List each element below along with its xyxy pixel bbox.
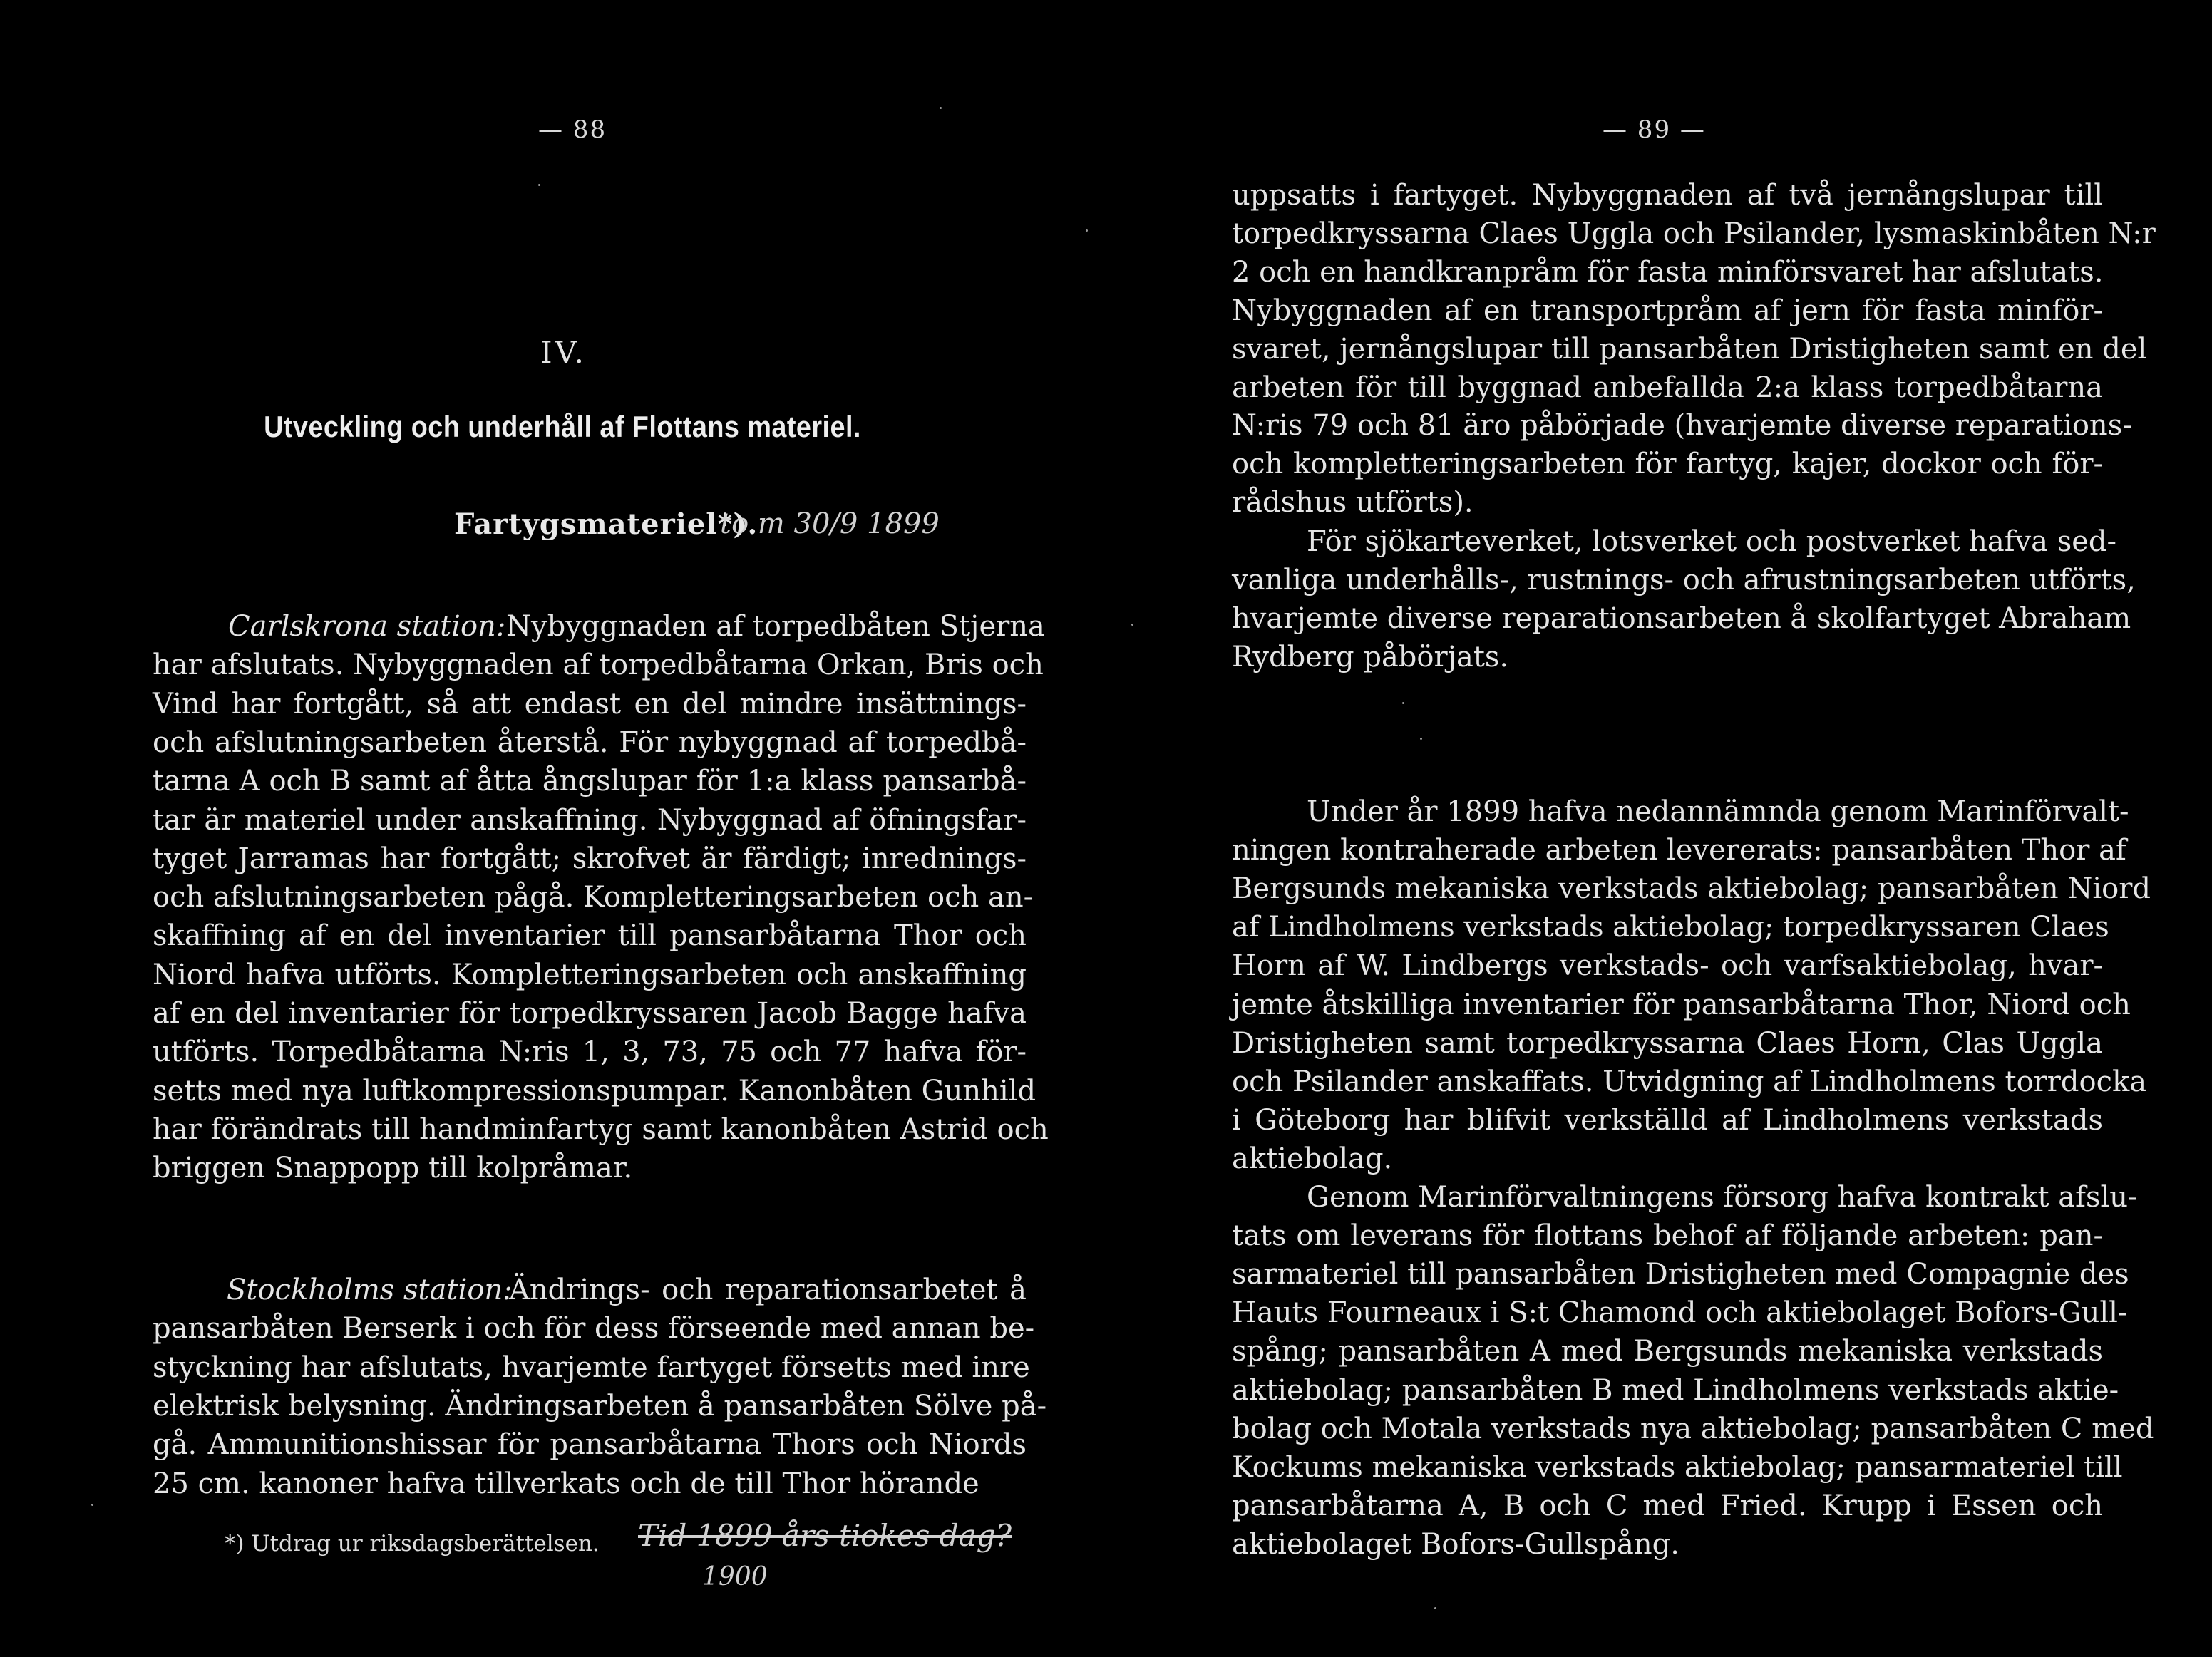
- footnote-handwriting-year: 1900: [702, 1562, 768, 1591]
- text-line: Hauts Fourneaux i S:t Chamond och aktiebolaget Bofors-Gull-: [1232, 1296, 2128, 1330]
- text-line: gå. Ammunitionshissar för pansarbåtarna Thors och Niords: [153, 1428, 1027, 1462]
- text-line: och afslutningsarbeten återstå. För nybyggnad af torpedbå-: [153, 726, 1027, 759]
- text-line: uppsatts i fartyget. Nybyggnaden af två jernångslupar till: [1232, 179, 2103, 212]
- text-line: skaffning af en del inventarier till pansarbåtarna Thor och: [153, 919, 1027, 953]
- paper-speck: [538, 184, 540, 186]
- page-number-left: — 88: [538, 115, 607, 144]
- text-line: har afslutats. Nybyggnaden af torpedbåtarna Orkan, Bris och: [153, 649, 1044, 682]
- text-line: Nybyggnaden af torpedbåten Stjerna: [506, 610, 1045, 643]
- text-line: Rydberg påbörjats.: [1232, 640, 1509, 673]
- text-line: pansarbåtarna A, B och C med Fried. Krupp i Essen och: [1232, 1489, 2103, 1522]
- right-page: [1106, 0, 2212, 1657]
- text-line: Niord hafva utförts. Kompletteringsarbeten och anskaffning: [153, 958, 1027, 991]
- text-line: pansarbåten Berserk i och för dess förseende med annan be-: [153, 1312, 1035, 1346]
- text-line: rådshus utförts).: [1232, 486, 1473, 520]
- paper-speck: [1402, 702, 1404, 704]
- station-label-carlskrona: Carlskrona station:: [228, 610, 506, 643]
- text-line: tats om leverans för flottans behof af följande arbeten: pan-: [1232, 1219, 2103, 1253]
- text-line: 2 och en handkranpråm för fasta minförsvaret har afslutats.: [1232, 255, 2104, 289]
- text-line: bolag och Motala verkstads nya aktiebolag; pansarbåten C med: [1232, 1412, 2154, 1445]
- text-line: N:ris 79 och 81 äro påbörjade (hvarjemte diverse reparations-: [1232, 409, 2132, 443]
- text-line: vanliga underhålls-, rustnings- och afrustningsarbeten utförts,: [1232, 563, 2136, 597]
- text-line: Kockums mekaniska verkstads aktiebolag; pansarmateriel till: [1232, 1450, 2123, 1484]
- text-line: För sjökarteverket, lotsverket och postverket hafva sed-: [1307, 525, 2117, 558]
- text-line: utförts. Torpedbåtarna N:ris 1, 3, 73, 75 och 77 hafva för-: [153, 1036, 1027, 1069]
- chapter-heading: Utveckling och underhåll af Flottans materiel.: [264, 410, 861, 443]
- page-number-right: — 89 —: [1603, 115, 1706, 144]
- text-line: tarna A och B samt af åtta ångslupar för 1:a klass pansarbå-: [153, 765, 1027, 798]
- text-line: arbeten för till byggnad anbefallda 2:a klass torpedbåtarna: [1232, 371, 2103, 404]
- text-line: setts med nya luftkompressionspumpar. Kanonbåten Gunhild: [153, 1074, 1036, 1108]
- paper-speck: [940, 107, 942, 109]
- text-line: elektrisk belysning. Ändringsarbeten å pansarbåten Sölve på-: [153, 1389, 1047, 1423]
- text-line: aktiebolaget Bofors-Gullspång.: [1232, 1527, 1679, 1561]
- text-line: och kompletteringsarbeten för fartyg, kajer, dockor och för-: [1232, 448, 2103, 481]
- text-line: Nybyggnaden af en transportpråm af jern för fasta minför-: [1232, 294, 2103, 327]
- text-line: styckning har afslutats, hvarjemte fartyget försetts med inre: [153, 1351, 1030, 1384]
- text-line: jemte åtskilliga inventarier för pansarbåtarna Thor, Niord och: [1232, 988, 2131, 1021]
- text-line: har förändrats till handminfartyg samt kanonbåten Astrid och: [153, 1113, 1049, 1146]
- footnote: *) Utdrag ur riksdagsberättelsen.: [225, 1531, 600, 1557]
- text-line: och Psilander anskaffats. Utvidgning af Lindholmens torrdocka: [1232, 1065, 2147, 1098]
- text-line: Ändrings- och reparationsarbetet å: [509, 1274, 1027, 1306]
- text-line: aktiebolag.: [1232, 1142, 1393, 1175]
- paper-speck: [1434, 1607, 1436, 1609]
- text-line: Bergsunds mekaniska verkstads aktiebolag; pansarbåten Niord: [1232, 872, 2151, 906]
- text-line: hvarjemte diverse reparationsarbeten å skolfartyget Abraham: [1232, 602, 2131, 635]
- text-line: af Lindholmens verkstads aktiebolag; torpedkryssaren Claes: [1232, 911, 2109, 944]
- text-line: Under år 1899 hafva nedannämnda genom Marinförvalt-: [1307, 795, 2129, 828]
- text-line: briggen Snappopp till kolpråmar.: [153, 1152, 633, 1185]
- text-line: Horn af W. Lindbergs verkstads- och varfsaktiebolag, hvar-: [1232, 949, 2103, 983]
- text-line: aktiebolag; pansarbåten B med Lindholmens verkstads aktie-: [1232, 1373, 2119, 1407]
- text-line: Dristigheten samt torpedkryssarna Claes Horn, Clas Uggla: [1232, 1026, 2103, 1060]
- paper-speck: [1420, 738, 1422, 740]
- text-line: och afslutningsarbeten pågå. Kompletteringsarbeten och an-: [153, 881, 1034, 914]
- text-line: tyget Jarramas har fortgått; skrofvet är färdigt; inrednings-: [153, 842, 1027, 875]
- paper-speck: [1131, 624, 1133, 626]
- text-line: Vind har fortgått, så att endast en del mindre insättnings-: [153, 687, 1027, 721]
- text-line: af en del inventarier för torpedkryssaren Jacob Bagge hafva: [153, 997, 1027, 1030]
- text-line: tar är materiel under anskaffning. Nybyggnad af öfningsfar-: [153, 803, 1027, 837]
- footnote-handwriting: Tid 1899 års tiokes dag?: [638, 1518, 1012, 1553]
- paper-speck: [1086, 229, 1088, 232]
- handwritten-date-note: to m 30/9 1899: [720, 507, 940, 540]
- text-line: 25 cm. kanoner hafva tillverkats och de till Thor hörande: [153, 1467, 979, 1500]
- text-line: spång; pansarbåten A med Bergsunds mekaniska verkstads: [1232, 1335, 2103, 1368]
- text-line: ningen kontraherade arbeten levererats: pansarbåten Thor af: [1232, 834, 2126, 867]
- chapter-number: IV.: [540, 335, 587, 370]
- text-line: Genom Marinförvaltningens försorg hafva kontrakt afslu-: [1307, 1181, 2138, 1214]
- station-label-stockholm: Stockholms station:: [227, 1274, 513, 1306]
- text-line: i Göteborg har blifvit verkställd af Lindholmens verkstads: [1232, 1103, 2103, 1137]
- paper-speck: [91, 1504, 93, 1506]
- text-line: sarmateriel till pansarbåten Dristigheten med Compagnie des: [1232, 1258, 2129, 1291]
- text-line: svaret, jernångslupar till pansarbåten Dristigheten samt en del: [1232, 332, 2147, 366]
- section-subheading: Fartygsmateriel*).: [454, 507, 758, 541]
- text-line: torpedkryssarna Claes Uggla och Psilander, lysmaskinbåten N:r: [1232, 217, 2156, 250]
